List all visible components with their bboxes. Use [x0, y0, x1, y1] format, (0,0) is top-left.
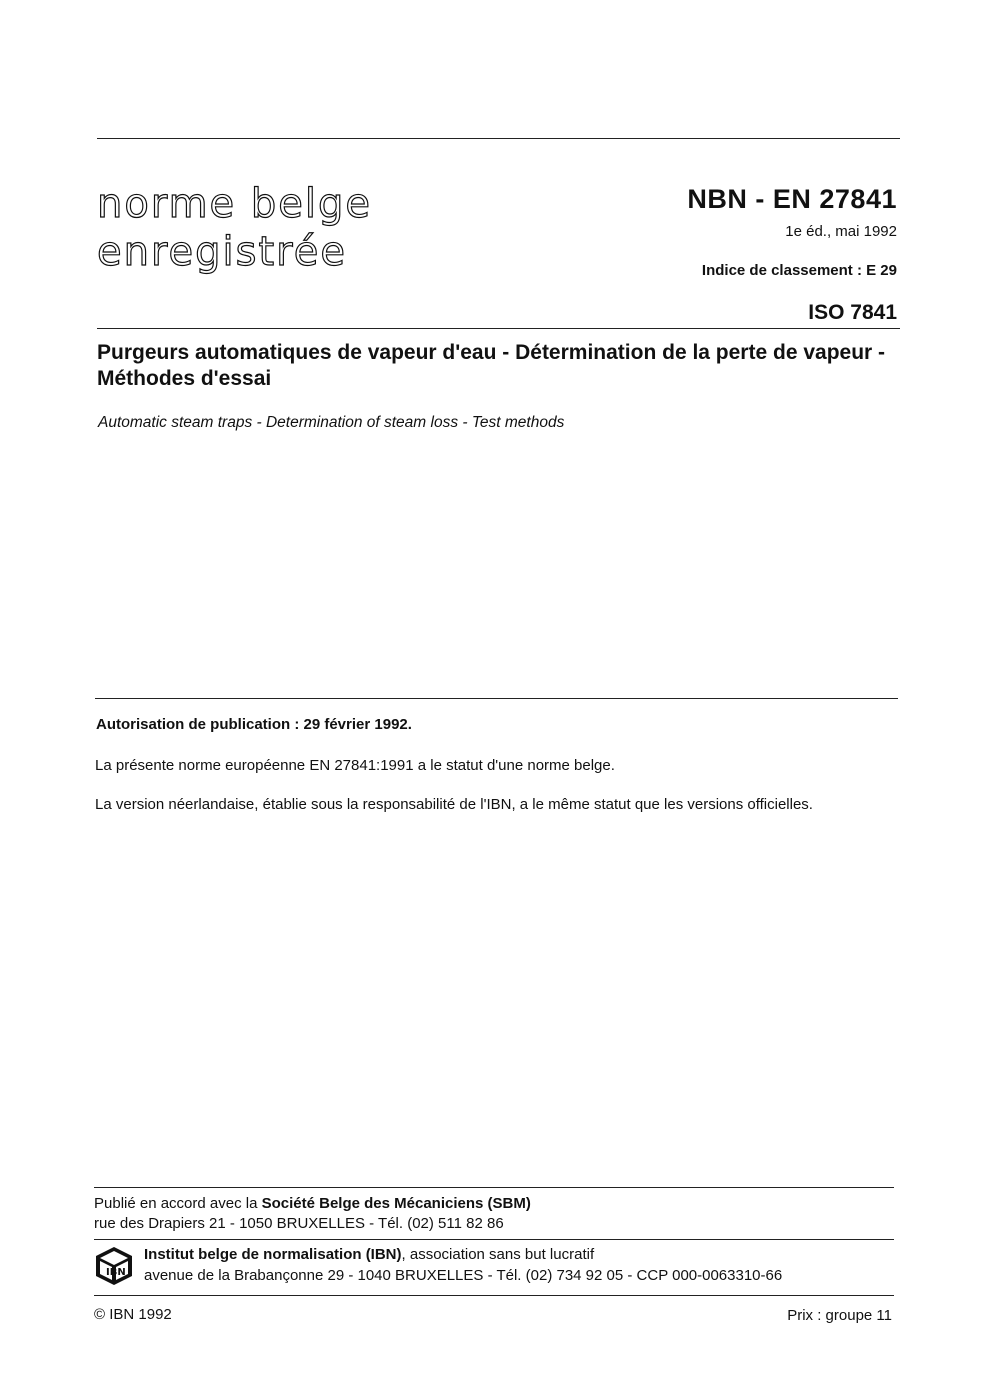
sbm-address: rue des Drapiers 21 - 1050 BRUXELLES - Tél. (02) 511 82 86 [94, 1215, 504, 1232]
footer-rule-bottom [94, 1295, 894, 1296]
ibn-name: Institut belge de normalisation (IBN) [144, 1246, 402, 1263]
paragraph-status: La présente norme européenne EN 27841:1991 a le statut d'une norme belge. [95, 757, 615, 774]
copyright: © IBN 1992 [94, 1306, 172, 1323]
paragraph-dutch-version: La version néerlandaise, établie sous la responsabilité de l'IBN, a le même statut que les versions officielles. [95, 796, 813, 813]
classification-index: Indice de classement : E 29 [701, 262, 897, 279]
title-line-1: norme belge [97, 181, 372, 227]
sbm-prefix: Publié en accord avec la [94, 1195, 262, 1212]
english-title: Automatic steam traps - Determination of steam loss - Test methods [98, 414, 565, 431]
price-group: Prix : groupe 11 [787, 1307, 892, 1324]
footer-rule-top [94, 1187, 894, 1188]
title-line-2: enregistrée [97, 229, 347, 275]
sbm-publisher-line [94, 1195, 531, 1212]
edition-date: 1e éd., mai 1992 [785, 223, 897, 240]
authorization-date: Autorisation de publication : 29 février 1992. [96, 716, 412, 733]
sbm-name: Société Belge des Mécaniciens (SBM) [261, 1195, 531, 1212]
ibn-address: avenue de la Brabançonne 29 - 1040 BRUXELLES - Tél. (02) 734 92 05 - CCP 000-0063310-66 [144, 1267, 783, 1284]
body-rule [95, 698, 898, 699]
iso-reference: ISO 7841 [808, 301, 897, 324]
logo-letters: IBN [106, 1267, 126, 1278]
title-rule [97, 328, 900, 329]
ibn-logo-icon [94, 1246, 134, 1286]
norme-belge-title [97, 180, 372, 276]
ibn-suffix: , association sans but lucratif [401, 1246, 595, 1263]
ibn-institute-line [144, 1246, 594, 1263]
top-rule [97, 138, 900, 139]
standard-number: NBN - EN 27841 [687, 184, 897, 214]
footer-rule-middle [94, 1239, 894, 1240]
french-title: Purgeurs automatiques de vapeur d'eau - Détermination de la perte de vapeur - Méthodes d'essai [97, 341, 886, 390]
